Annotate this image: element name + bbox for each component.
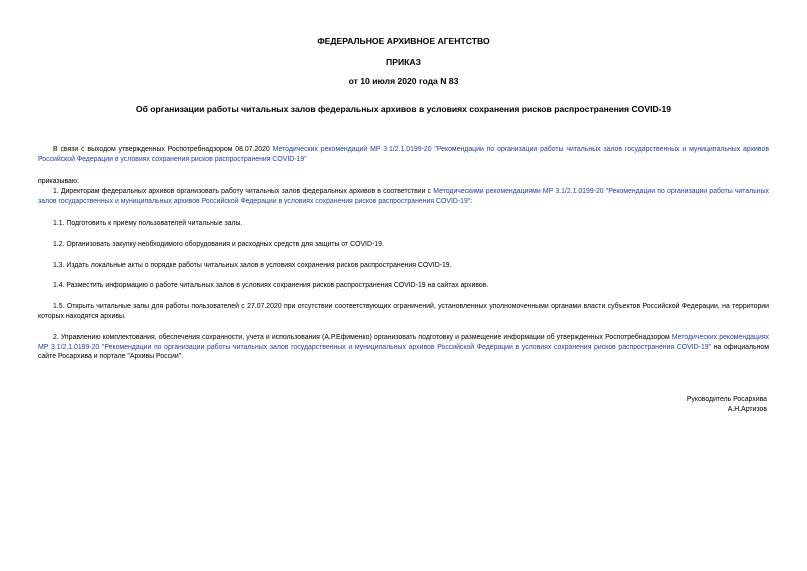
subitem-1-1: 1.1. Подготовить к приему пользователей читальные залы. (53, 220, 243, 227)
document-date-number: от 10 июля 2020 года N 83 (348, 76, 459, 86)
item-1-paragraph (38, 187, 769, 206)
order-word: приказываю: (38, 178, 79, 185)
item-2-paragraph (38, 333, 769, 362)
item-1-suffix: : (470, 197, 473, 205)
subitem-1-2: 1.2. Организовать закупку необходимого оборудования и расходных средств для защиты от COVID-19. (53, 241, 384, 248)
subitem-1-4: 1.4. Разместить информацию о работе читальных залов в условиях сохранения рисков распространения COVID-19 на сайтах архивов. (53, 282, 489, 289)
item-1-text: 1. Директорам федеральных архивов организовать работу читальных залов федеральных архивов в соответствии с (53, 188, 432, 195)
agency-name: ФЕДЕРАЛЬНОЕ АРХИВНОЕ АГЕНТСТВО (317, 36, 490, 46)
preamble-regulation-link[interactable]: Методических рекомендаций МР 3.1/2.1.0199-20 "Рекомендации по организации работы читальных залов государственных и муниципальных архивов Российской Федерации в условиях сохранения рисков распространения COVID-19" (38, 146, 769, 163)
signatory-name: А.Н.Артизов (727, 406, 767, 413)
signatory-position: Руководитель Росархива (686, 396, 767, 403)
subitem-1-3: 1.3. Издать локальные акты о порядке работы читальных залов в условиях сохранения рисков распространения COVID-19. (53, 262, 452, 269)
item-2-text: 2. Управлению комплектования, обеспечения сохранности, учета и использования (А.Р.Ефименко) организовать подготовку и размещение информации об утвержденных Роспотребнадзором (53, 334, 670, 341)
item-2-suffix: на официальном сайте Росархива и портале "Архивы России". (38, 343, 769, 361)
document-title: Об организации работы читальных залов федеральных архивов в условиях сохранения рисков распространения COVID-19 (135, 104, 672, 114)
preamble-text: В связи с выходом утвержденных Роспотребнадзором 08.07.2020 (53, 146, 270, 153)
document-type: ПРИКАЗ (386, 57, 421, 67)
preamble-paragraph (38, 145, 769, 164)
subitem-1-5: 1.5. Открыть читальные залы для работы пользователей с 27.07.2020 при отсутствии соответствующих ограничений, установленных уполномоченными органами власти субъектов Российской Федерации, на территории которых находятся архивы. (38, 303, 769, 320)
item-1-regulation-link[interactable]: Методическими рекомендациями МР 3.1/2.1.0199-20 "Рекомендации по организации работы читальных залов государственных и муниципальных архивов Российской Федерации в условиях сохранения рисков распространения COVID-19" (38, 188, 769, 205)
item-2-regulation-link[interactable]: Методических рекомендациях МР 3.1/2.1.0199-20 "Рекомендации по организации работы читальных залов государственных и муниципальных архивов Российской Федерации в условиях сохранения рисков распространения COVID-19" (38, 334, 769, 351)
